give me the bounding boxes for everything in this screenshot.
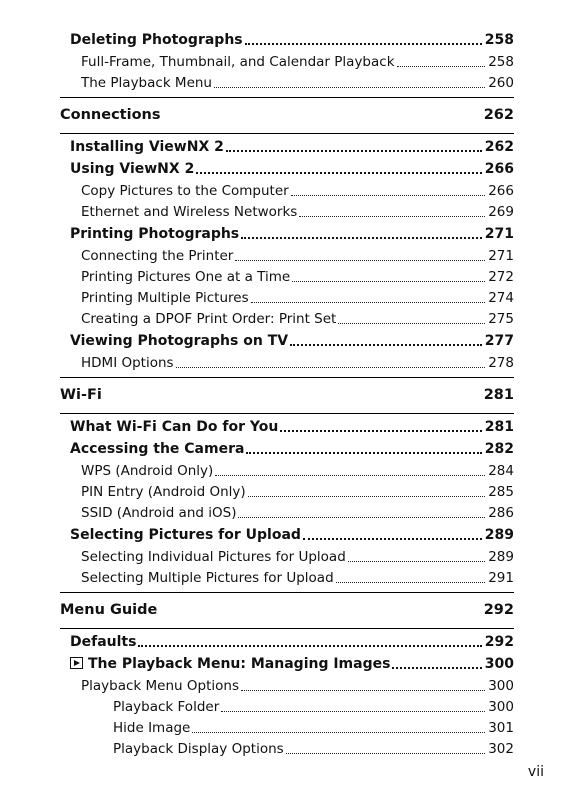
toc-entry-page: 300 [488,678,514,694]
dot-leader [226,150,482,152]
toc-entry-text: The Playback Menu [81,75,212,91]
section-page: 262 [483,107,514,123]
toc-entry-page: 284 [488,463,514,479]
toc-entry-page: 271 [484,226,514,242]
dot-leader [286,753,486,754]
dot-leader [397,66,486,67]
toc-entry-label [81,461,213,481]
playback-icon [70,657,83,669]
toc-entry-label [81,267,290,287]
toc-entry-selecting-multiple-pictures-for-upload[interactable] [81,568,514,588]
toc-entry-viewing-photographs-on-tv[interactable] [70,331,514,351]
toc-entry-page: 260 [488,75,514,91]
toc-entry-what-wi-fi-can-do-for-you[interactable] [70,417,514,437]
dot-leader [192,732,485,733]
toc-entry-text: Printing Pictures One at a Time [81,269,291,285]
dot-leader [303,538,482,540]
toc-entry-text: HDMI Options [81,355,174,371]
toc-entry-text: Printing Photographs [70,226,240,242]
toc-entry-text: Playback Display Options [113,741,284,757]
page-number: vii [527,764,544,780]
toc-entry-page: 274 [488,290,514,306]
toc-entry-ethernet-and-wireless-networks[interactable] [81,202,514,222]
toc-entry-page: 291 [488,570,514,586]
toc-entry-text: Defaults [70,634,137,650]
section-rule-bottom [60,413,514,414]
toc-entry-label [70,159,194,179]
toc-entry-label [81,568,334,588]
toc-entry-hide-image[interactable] [113,718,514,738]
dot-leader [196,172,481,174]
toc-entry-page: 289 [488,549,514,565]
dot-leader [214,87,485,88]
toc-entry-page: 302 [488,741,514,757]
toc-entry-the-playback-menu-managing-images[interactable] [70,654,514,674]
toc-entry-label [81,547,346,567]
section-page: 281 [483,387,514,403]
toc-entry-page: 281 [484,419,514,435]
toc-entry-label [81,353,174,373]
toc-entry-label [113,739,284,759]
toc-entry-text: Playback Folder [113,699,220,715]
toc-entry-label [70,525,301,545]
toc-entry-text: Playback Menu Options [81,678,239,694]
toc-entry-page: 301 [488,720,514,736]
toc-entry-page: 278 [488,355,514,371]
toc-entry-printing-photographs[interactable] [70,224,514,244]
toc-entry-creating-a-dpof-print-order-print-set[interactable] [81,309,514,329]
toc-entry-text: What Wi-Fi Can Do for You [70,419,279,435]
dot-leader [138,645,481,647]
dot-leader [241,690,485,691]
section-heading-menu-guide[interactable] [60,599,514,621]
toc-entry-accessing-the-camera[interactable] [70,439,514,459]
toc-entry-label [70,632,136,652]
toc-entry-page: 266 [484,161,514,177]
toc-entry-the-playback-menu[interactable] [81,73,514,93]
dot-leader [246,452,481,454]
toc-entry-label [81,288,249,308]
section-rule-top [60,377,514,378]
dot-leader [215,475,485,476]
toc-entry-printing-pictures-one-at-a-time[interactable] [81,267,514,287]
dot-leader [248,496,486,497]
toc-entry-label [81,503,236,523]
toc-entry-text: Selecting Pictures for Upload [70,527,301,543]
toc-entry-connecting-the-printer[interactable] [81,246,514,266]
toc-entry-page: 272 [488,269,514,285]
toc-entry-deleting-photographs[interactable] [70,30,514,50]
toc-entry-page: 300 [488,699,514,715]
toc-entry-label [113,697,219,717]
toc-entry-page: 285 [488,484,514,500]
dot-leader [292,281,485,282]
dot-leader [241,237,482,239]
toc-entry-text: WPS (Android Only) [81,463,214,479]
dot-leader [176,367,486,368]
toc-entry-label [70,331,288,351]
toc-entry-text: Connecting the Printer [81,248,234,264]
toc-entry-text: The Playback Menu: Managing Images [88,656,391,672]
toc-entry-label [113,718,190,738]
toc-entry-page: 266 [488,183,514,199]
dot-leader [392,667,481,669]
section-rule-top [60,592,514,593]
toc-entry-text: Printing Multiple Pictures [81,290,249,306]
toc-entry-playback-display-options[interactable] [113,739,514,759]
dot-leader [245,43,482,45]
toc-entry-selecting-individual-pictures-for-upload[interactable] [81,547,514,567]
toc-entry-text: Selecting Individual Pictures for Upload [81,549,346,565]
toc-entry-text: Installing ViewNX 2 [70,139,224,155]
toc-entry-page: 286 [488,505,514,521]
toc-entry-label [81,676,239,696]
toc-entry-page: 262 [484,139,514,155]
toc-entry-page: 258 [484,32,514,48]
toc-entry-page: 292 [484,634,514,650]
toc-entry-label [81,309,336,329]
toc-entry-label [81,246,233,266]
toc-entry-pin-entry-android-only[interactable] [81,482,514,502]
section-rule-bottom [60,628,514,629]
toc-entry-text: Using ViewNX 2 [70,161,195,177]
toc-entry-page: 289 [484,527,514,543]
toc-entry-label [81,202,297,222]
toc-entry-text: SSID (Android and iOS) [81,505,237,521]
section-rule-top [60,97,514,98]
section-title: Connections [60,107,161,123]
dot-leader [238,517,485,518]
toc-entry-page: 271 [488,248,514,264]
toc-entry-installing-viewnx-2[interactable] [70,137,514,157]
section-title: Wi-Fi [60,387,102,403]
toc-entry-label [70,417,278,437]
toc-entry-label [81,52,395,72]
toc-entry-playback-folder[interactable] [113,697,514,717]
dot-leader [348,561,485,562]
dot-leader [280,430,481,432]
dot-leader [290,344,482,346]
dot-leader [235,260,485,261]
toc-entry-page: 282 [484,441,514,457]
toc-entry-ssid-android-and-ios[interactable] [81,503,514,523]
toc-entry-printing-multiple-pictures[interactable] [81,288,514,308]
toc-entry-label [81,181,289,201]
toc-entry-text: Accessing the Camera [70,441,245,457]
toc-entry-text: Hide Image [113,720,191,736]
section-heading-connections[interactable] [60,104,514,126]
toc-entry-text: Viewing Photographs on TV [70,333,289,349]
toc-entry-page: 269 [488,204,514,220]
toc-entry-text: Ethernet and Wireless Networks [81,204,298,220]
dot-leader [299,216,485,217]
toc-entry-page: 277 [484,333,514,349]
toc-entry-text: Creating a DPOF Print Order: Print Set [81,311,337,327]
toc-entry-text: Deleting Photographs [70,32,243,48]
dot-leader [291,195,486,196]
toc-entry-wps-android-only[interactable] [81,461,514,481]
section-heading-wi-fi[interactable] [60,384,514,406]
toc-entry-text: Copy Pictures to the Computer [81,183,289,199]
toc-entry-copy-pictures-to-the-computer[interactable] [81,181,514,201]
toc-entry-defaults[interactable] [70,632,514,652]
toc-entry-page: 275 [488,311,514,327]
toc-entry-text: PIN Entry (Android Only) [81,484,246,500]
section-title: Menu Guide [60,602,158,618]
toc-entry-playback-menu-options[interactable] [81,676,514,696]
dot-leader [338,323,485,324]
toc-entry-label [81,482,246,502]
section-page: 292 [483,602,514,618]
toc-entry-label [70,30,243,50]
toc-entry-label [70,439,244,459]
toc-entry-page: 258 [488,54,514,70]
toc-entry-label [70,224,239,244]
dot-leader [336,582,486,583]
toc-entry-using-viewnx-2[interactable] [70,159,514,179]
section-rule-bottom [60,133,514,134]
dot-leader [251,302,486,303]
dot-leader [221,711,485,712]
toc-entry-page: 300 [484,656,514,672]
toc-entry-hdmi-options[interactable] [81,353,514,373]
toc-entry-selecting-pictures-for-upload[interactable] [70,525,514,545]
toc-entry-label [70,654,390,674]
toc-entry-text: Full-Frame, Thumbnail, and Calendar Playback [81,54,395,70]
toc-entry-full-frame-thumbnail-and-calendar-playback[interactable] [81,52,514,72]
toc-entry-label [70,137,224,157]
toc-entry-text: Selecting Multiple Pictures for Upload [81,570,334,586]
toc-entry-label [81,73,212,93]
